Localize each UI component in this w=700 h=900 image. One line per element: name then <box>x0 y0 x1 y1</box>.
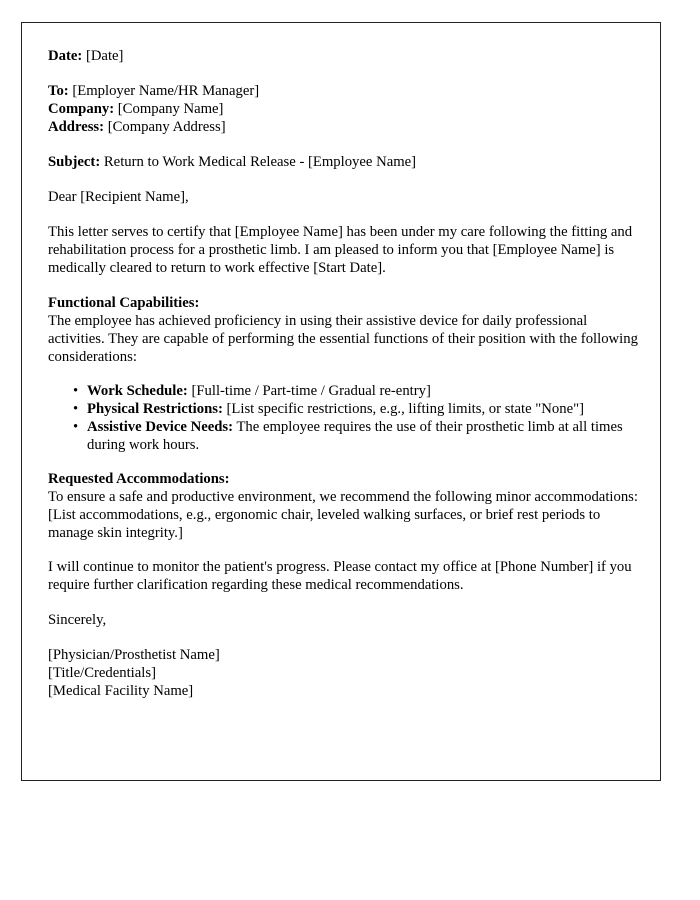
subject-value: Return to Work Medical Release - [Employee Name] <box>103 154 417 170</box>
date-value: [Date] <box>85 48 124 64</box>
requested-accommodations-heading: Requested Accommodations: <box>48 471 230 487</box>
bullet-label: Physical Restrictions: <box>87 401 223 417</box>
to-label: To: <box>48 83 69 99</box>
intro-paragraph: This letter serves to certify that [Employee Name] has been under my care following the fitting and rehabilitation process for a prosthetic limb. I am pleased to inform you that [Employee Name] is medically cleared to return to work effective [Start Date]. <box>48 224 633 276</box>
functional-capabilities-section <box>48 294 640 366</box>
date-line <box>48 47 640 65</box>
requested-accommodations-placeholder: [List accommodations, e.g., ergonomic chair, leveled walking surfaces, or brief rest periods to manage skin integrity.] <box>48 507 601 541</box>
letter-body <box>48 47 640 700</box>
address-label: Address: <box>48 119 105 135</box>
signature-facility: [Medical Facility Name] <box>48 683 194 699</box>
date-label: Date: <box>48 48 83 64</box>
bullet-label: Assistive Device Needs: <box>87 419 234 435</box>
recipient-to-line <box>48 82 640 100</box>
bullet-text: [List specific restrictions, e.g., lifting limits, or state "None"] <box>226 401 584 417</box>
list-item <box>87 418 640 454</box>
signature-block <box>48 646 640 700</box>
bullet-text: The employee requires the use of their prosthetic limb at all times during work hours. <box>87 419 623 453</box>
requested-accommodations-body: To ensure a safe and productive environment, we recommend the following minor accommodations: <box>48 489 638 505</box>
bullet-text: [Full-time / Part-time / Gradual re-entry] <box>191 383 431 399</box>
to-value: [Employer Name/HR Manager] <box>72 83 260 99</box>
bullet-label: Work Schedule: <box>87 383 188 399</box>
subject-line <box>48 153 640 171</box>
list-item <box>87 382 640 400</box>
functional-capabilities-body: The employee has achieved proficiency in using their assistive device for daily professional activities. They are capable of performing the essential functions of their position with the following considerations: <box>48 313 638 365</box>
subject-label: Subject: <box>48 154 101 170</box>
recipient-address-line <box>48 118 640 136</box>
considerations-list <box>48 382 640 454</box>
salutation: Dear [Recipient Name], <box>48 189 189 205</box>
recipient-company-line <box>48 100 640 118</box>
signature-title: [Title/Credentials] <box>48 665 156 681</box>
address-value: [Company Address] <box>107 119 226 135</box>
requested-accommodations-section <box>48 470 640 542</box>
letter-page <box>21 22 661 781</box>
sign-off: Sincerely, <box>48 612 107 628</box>
list-item <box>87 400 640 418</box>
functional-capabilities-heading: Functional Capabilities: <box>48 295 200 311</box>
signature-name: [Physician/Prosthetist Name] <box>48 647 220 663</box>
closing-paragraph: I will continue to monitor the patient's progress. Please contact my office at [Phone Number] if you require further clarification regarding these medical recommendations. <box>48 559 632 593</box>
recipient-block <box>48 82 640 136</box>
company-label: Company: <box>48 101 115 117</box>
company-value: [Company Name] <box>117 101 224 117</box>
